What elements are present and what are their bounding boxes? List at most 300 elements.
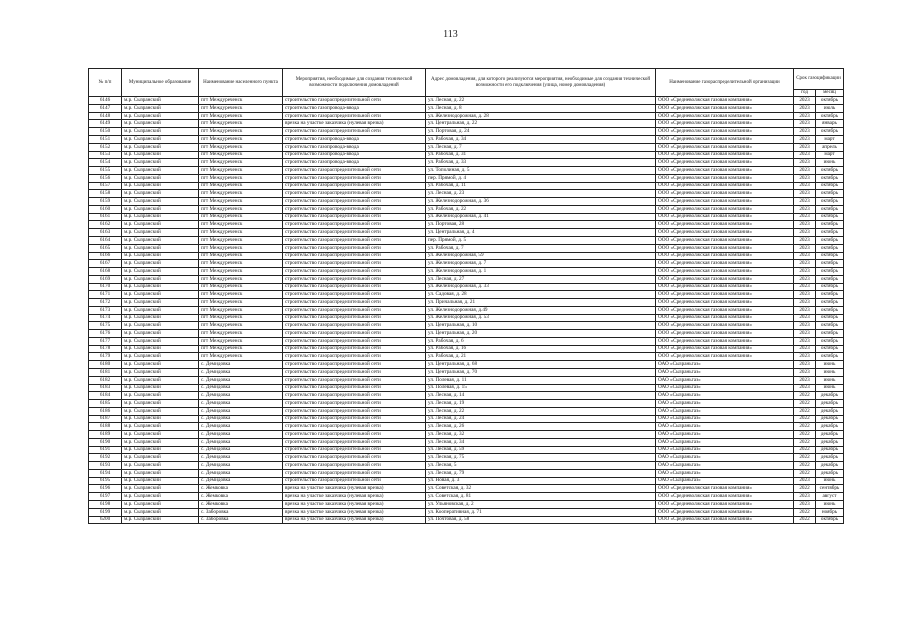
measure-cell: строительство газораспределительной сети [283,112,426,120]
municipality-cell: м.р. Сызранский [122,361,199,369]
organization-cell: ООО «Средневолжская газовая компания» [656,268,794,276]
row-number: 6152 [89,143,122,151]
year-cell: 2022 [794,438,816,446]
year-cell: 2023 [794,376,816,384]
header-measures: Мероприятия, необходимые для создания технической возможности подключения домовладений [283,69,426,97]
month-cell: июнь [816,501,844,509]
municipality-cell: м.р. Сызранский [122,97,199,105]
settlement-cell: с. Демидовка [199,477,283,485]
address-cell: ул. Железнодорожная, д. 33 [426,283,656,291]
address-cell: ул. Рабочая, д. 22 [426,205,656,213]
table-row [89,462,844,470]
month-cell: октябрь [816,275,844,283]
municipality-cell: м.р. Сызранский [122,501,199,509]
month-cell: октябрь [816,229,844,237]
year-cell: 2022 [794,423,816,431]
settlement-cell: пгт Междуреченск [199,221,283,229]
year-cell: 2023 [794,167,816,175]
municipality-cell: м.р. Сызранский [122,104,199,112]
year-cell: 2022 [794,400,816,408]
municipality-cell: м.р. Сызранский [122,469,199,477]
measure-cell: строительство газораспределительной сети [283,229,426,237]
year-cell: 2023 [794,159,816,167]
row-number: 6189 [89,431,122,439]
organization-cell: ОАО «Сызраньгаз» [656,392,794,400]
measure-cell: строительство газораспределительной сети [283,268,426,276]
settlement-cell: пгт Междуреченск [199,97,283,105]
settlement-cell: пгт Междуреченск [199,353,283,361]
row-number: 6148 [89,112,122,120]
settlement-cell: пгт Междуреченск [199,244,283,252]
row-number: 6181 [89,368,122,376]
table-row [89,97,844,105]
organization-cell: ООО «Средневолжская газовая компания» [656,291,794,299]
row-number: 6174 [89,314,122,322]
table-row [89,229,844,237]
organization-cell: ОАО «Сызраньгаз» [656,431,794,439]
month-cell: апрель [816,143,844,151]
settlement-cell: пгт Междуреченск [199,252,283,260]
month-cell: декабрь [816,400,844,408]
table-row [89,423,844,431]
address-cell: ул. Новая, д. 3 [426,477,656,485]
table-row [89,516,844,524]
municipality-cell: м.р. Сызранский [122,120,199,128]
address-cell: ул. Рабочая, д. 31 [426,151,656,159]
settlement-cell: с. Демидовка [199,368,283,376]
organization-cell: ОАО «Сызраньгаз» [656,423,794,431]
settlement-cell: пгт Междуреченск [199,190,283,198]
settlement-cell: пгт Междуреченск [199,236,283,244]
municipality-cell: м.р. Сызранский [122,337,199,345]
address-cell: пер. Прямой, д. 5 [426,236,656,244]
address-cell: ул. Железнодорожная, д. 53 [426,314,656,322]
organization-cell: ООО «Средневолжская газовая компания» [656,229,794,237]
row-number: 6161 [89,213,122,221]
measure-cell: врезка на участке заказчика (нулевая врезка) [283,516,426,524]
organization-cell: ОАО «Сызраньгаз» [656,368,794,376]
row-number: 6194 [89,469,122,477]
measure-cell: строительство газопровода-ввода [283,159,426,167]
organization-cell: ООО «Средневолжская газовая компания» [656,275,794,283]
settlement-cell: пгт Междуреченск [199,337,283,345]
organization-cell: ООО «Средневолжская газовая компания» [656,493,794,501]
address-cell: ул. Кооперативная, д. 71 [426,508,656,516]
row-number: 6200 [89,516,122,524]
month-cell: октябрь [816,236,844,244]
table-row [89,198,844,206]
measure-cell: строительство газораспределительной сети [283,205,426,213]
row-number: 6147 [89,104,122,112]
month-cell: декабрь [816,469,844,477]
organization-cell: ОАО «Сызраньгаз» [656,361,794,369]
address-cell: ул. Лесная, д. 34 [426,438,656,446]
year-cell: 2023 [794,477,816,485]
year-cell: 2023 [794,97,816,105]
measure-cell: строительство газораспределительной сети [283,462,426,470]
year-cell: 2023 [794,306,816,314]
address-cell: ул. Рабочая, д. 16 [426,345,656,353]
table-row [89,136,844,144]
row-number: 6187 [89,415,122,423]
settlement-cell: пгт Междуреченск [199,174,283,182]
settlement-cell: с. Демидовка [199,361,283,369]
organization-cell: ОАО «Сызраньгаз» [656,446,794,454]
month-cell: октябрь [816,283,844,291]
row-number: 6160 [89,205,122,213]
year-cell: 2023 [794,198,816,206]
organization-cell: ОАО «Сызраньгаз» [656,407,794,415]
header-address: Адрес домовладения, для которого реализуются мероприятия, необходимые для создания технической возможности его подключения (улица, номер домовладения) [426,69,656,97]
month-cell: октябрь [816,314,844,322]
address-cell: ул. Лесная, д. 79 [426,469,656,477]
year-cell: 2023 [794,143,816,151]
settlement-cell: с. Заборовка [199,516,283,524]
municipality-cell: м.р. Сызранский [122,345,199,353]
measure-cell: строительство газораспределительной сети [283,431,426,439]
year-cell: 2022 [794,485,816,493]
month-cell: сентябрь [816,485,844,493]
measure-cell: строительство газораспределительной сети [283,446,426,454]
settlement-cell: с. Демидовка [199,407,283,415]
address-cell: ул. Причальная, д. 21 [426,299,656,307]
organization-cell: ООО «Средневолжская газовая компания» [656,190,794,198]
address-cell: ул. Тополиная, д. 5 [426,167,656,175]
organization-cell: ООО «Средневолжская газовая компания» [656,151,794,159]
year-cell: 2023 [794,252,816,260]
year-cell: 2023 [794,120,816,128]
row-number: 6168 [89,268,122,276]
organization-cell: ОАО «Сызраньгаз» [656,454,794,462]
row-number: 6156 [89,174,122,182]
address-cell: ул. Железнодорожная, д. 1 [426,268,656,276]
year-cell: 2023 [794,314,816,322]
municipality-cell: м.р. Сызранский [122,182,199,190]
measure-cell: строительство газораспределительной сети [283,306,426,314]
address-cell: ул. Центральная, д. 20 [426,330,656,338]
address-cell: ул. Лесная, д. 32 [426,431,656,439]
measure-cell: строительство газопровода-ввода [283,104,426,112]
table-row [89,221,844,229]
organization-cell: ОАО «Сызраньгаз» [656,376,794,384]
measure-cell: строительство газораспределительной сети [283,330,426,338]
municipality-cell: м.р. Сызранский [122,400,199,408]
table-row [89,485,844,493]
year-cell: 2023 [794,236,816,244]
organization-cell: ООО «Средневолжская газовая компания» [656,501,794,509]
year-cell: 2022 [794,431,816,439]
settlement-cell: пгт Междуреченск [199,260,283,268]
year-cell: 2023 [794,299,816,307]
year-cell: 2023 [794,345,816,353]
table-row [89,415,844,423]
row-number: 6153 [89,151,122,159]
month-cell: март [816,136,844,144]
address-cell: ул. Советская, д. 81 [426,493,656,501]
year-cell: 2023 [794,213,816,221]
municipality-cell: м.р. Сызранский [122,322,199,330]
municipality-cell: м.р. Сызранский [122,462,199,470]
municipality-cell: м.р. Сызранский [122,431,199,439]
municipality-cell: м.р. Сызранский [122,159,199,167]
organization-cell: ООО «Средневолжская газовая компания» [656,221,794,229]
address-cell: ул. Садовая, д. 28 [426,291,656,299]
measure-cell: строительство газораспределительной сети [283,322,426,330]
row-number: 6162 [89,221,122,229]
measure-cell: строительство газораспределительной сети [283,337,426,345]
year-cell: 2023 [794,353,816,361]
organization-cell: ООО «Средневолжская газовая компания» [656,244,794,252]
address-cell: ул. Почтовая, д. 58 [426,516,656,524]
organization-cell: ООО «Средневолжская газовая компания» [656,128,794,136]
row-number: 6173 [89,306,122,314]
month-cell: октябрь [816,174,844,182]
settlement-cell: с. Демидовка [199,431,283,439]
measure-cell: строительство газораспределительной сети [283,174,426,182]
row-number: 6164 [89,236,122,244]
organization-cell: ОАО «Сызраньгаз» [656,415,794,423]
municipality-cell: м.р. Сызранский [122,283,199,291]
municipality-cell: м.р. Сызранский [122,415,199,423]
month-cell: октябрь [816,337,844,345]
row-number: 6157 [89,182,122,190]
municipality-cell: м.р. Сызранский [122,236,199,244]
municipality-cell: м.р. Сызранский [122,407,199,415]
year-cell: 2023 [794,337,816,345]
municipality-cell: м.р. Сызранский [122,275,199,283]
row-number: 6188 [89,423,122,431]
month-cell: октябрь [816,112,844,120]
measure-cell: строительство газораспределительной сети [283,291,426,299]
table-row [89,299,844,307]
settlement-cell: с. Демидовка [199,446,283,454]
measure-cell: строительство газораспределительной сети [283,469,426,477]
measure-cell: строительство газораспределительной сети [283,384,426,392]
organization-cell: ООО «Средневолжская газовая компания» [656,299,794,307]
organization-cell: ООО «Средневолжская газовая компания» [656,236,794,244]
settlement-cell: пгт Междуреченск [199,275,283,283]
month-cell: октябрь [816,190,844,198]
table-row [89,236,844,244]
month-cell: июнь [816,159,844,167]
address-cell: ул. Полевая, д. 15 [426,384,656,392]
row-number: 6175 [89,322,122,330]
month-cell: июнь [816,368,844,376]
month-cell: июнь [816,477,844,485]
year-cell: 2022 [794,516,816,524]
organization-cell: ООО «Средневолжская газовая компания» [656,314,794,322]
organization-cell: ООО «Средневолжская газовая компания» [656,104,794,112]
address-cell: ул. Лесная, д. 19 [426,400,656,408]
measure-cell: строительство газораспределительной сети [283,415,426,423]
settlement-cell: пгт Междуреченск [199,159,283,167]
row-number: 6169 [89,275,122,283]
measure-cell: строительство газораспределительной сети [283,353,426,361]
row-number: 6177 [89,337,122,345]
table-row [89,446,844,454]
table-row [89,314,844,322]
municipality-cell: м.р. Сызранский [122,260,199,268]
row-number: 6197 [89,493,122,501]
settlement-cell: пгт Междуреченск [199,205,283,213]
measure-cell: строительство газораспределительной сети [283,283,426,291]
row-number: 6151 [89,136,122,144]
table-row [89,400,844,408]
settlement-cell: пгт Междуреченск [199,306,283,314]
month-cell: октябрь [816,97,844,105]
month-cell: декабрь [816,423,844,431]
header-year: год [794,90,816,97]
gasification-table [88,68,844,524]
address-cell: ул. Ульяновская, д. 2 [426,501,656,509]
year-cell: 2023 [794,128,816,136]
row-number: 6159 [89,198,122,206]
municipality-cell: м.р. Сызранский [122,198,199,206]
table-row [89,501,844,509]
settlement-cell: пгт Междуреченск [199,229,283,237]
address-cell: ул. Лесная, д. 22 [426,97,656,105]
organization-cell: ООО «Средневолжская газовая компания» [656,205,794,213]
settlement-cell: с. Демидовка [199,400,283,408]
month-cell: октябрь [816,306,844,314]
measure-cell: строительство газопровода-ввода [283,143,426,151]
row-number: 6185 [89,400,122,408]
measure-cell: врезка на участке заказчика (нулевая врезка) [283,508,426,516]
row-number: 6180 [89,361,122,369]
measure-cell: строительство газораспределительной сети [283,400,426,408]
settlement-cell: пгт Междуреченск [199,120,283,128]
organization-cell: ООО «Средневолжская газовая компания» [656,182,794,190]
table-row [89,275,844,283]
address-cell: ул. Рабочая, д. 7 [426,244,656,252]
measure-cell: строительство газораспределительной сети [283,376,426,384]
organization-cell: ООО «Средневолжская газовая компания» [656,516,794,524]
month-cell: декабрь [816,415,844,423]
table-row [89,361,844,369]
table-row [89,407,844,415]
settlement-cell: с. Демидовка [199,423,283,431]
measure-cell: строительство газораспределительной сети [283,423,426,431]
address-cell: ул. Лесная, д. 27 [426,275,656,283]
table-row [89,174,844,182]
settlement-cell: пгт Междуреченск [199,268,283,276]
organization-cell: ООО «Средневолжская газовая компания» [656,330,794,338]
month-cell: октябрь [816,198,844,206]
year-cell: 2023 [794,330,816,338]
table-row [89,368,844,376]
row-number: 6158 [89,190,122,198]
table-row [89,190,844,198]
settlement-cell: пгт Междуреченск [199,143,283,151]
settlement-cell: пгт Междуреченск [199,314,283,322]
year-cell: 2023 [794,229,816,237]
address-cell: пер. Прямой, д. 4 [426,174,656,182]
month-cell: октябрь [816,322,844,330]
month-cell: октябрь [816,221,844,229]
table-row [89,454,844,462]
settlement-cell: пгт Междуреченск [199,198,283,206]
row-number: 6184 [89,392,122,400]
table-row [89,244,844,252]
address-cell: ул. Центральная, д. 70 [426,368,656,376]
measure-cell: врезка на участке заказчика (нулевая врезка) [283,493,426,501]
measure-cell: строительство газораспределительной сети [283,477,426,485]
settlement-cell: с. Жемковка [199,493,283,501]
settlement-cell: пгт Междуреченск [199,136,283,144]
address-cell: ул. Рабочая, д. 33 [426,159,656,167]
year-cell: 2023 [794,221,816,229]
table-row [89,159,844,167]
address-cell: ул. Лесная, д. 75 [426,454,656,462]
row-number: 6192 [89,454,122,462]
municipality-cell: м.р. Сызранский [122,112,199,120]
organization-cell: ООО «Средневолжская газовая компания» [656,143,794,151]
month-cell: октябрь [816,299,844,307]
year-cell: 2022 [794,392,816,400]
settlement-cell: пгт Междуреченск [199,112,283,120]
month-cell: январь [816,120,844,128]
month-cell: октябрь [816,213,844,221]
organization-cell: ООО «Средневолжская газовая компания» [656,120,794,128]
address-cell: ул. Лесная, д. 24 [426,415,656,423]
row-number: 6146 [89,97,122,105]
municipality-cell: м.р. Сызранский [122,268,199,276]
organization-cell: ООО «Средневолжская газовая компания» [656,322,794,330]
table-body [89,97,844,524]
row-number: 6150 [89,128,122,136]
month-cell: июль [816,104,844,112]
year-cell: 2023 [794,190,816,198]
organization-cell: ООО «Средневолжская газовая компания» [656,485,794,493]
row-number: 6195 [89,477,122,485]
municipality-cell: м.р. Сызранский [122,229,199,237]
row-number: 6155 [89,167,122,175]
organization-cell: ООО «Средневолжская газовая компания» [656,337,794,345]
year-cell: 2022 [794,446,816,454]
address-cell: ул. Лесная, 5 [426,462,656,470]
measure-cell: строительство газораспределительной сети [283,368,426,376]
year-cell: 2022 [794,508,816,516]
organization-cell: ООО «Средневолжская газовая компания» [656,198,794,206]
measure-cell: строительство газораспределительной сети [283,190,426,198]
year-cell: 2023 [794,291,816,299]
measure-cell: строительство газораспределительной сети [283,182,426,190]
municipality-cell: м.р. Сызранский [122,136,199,144]
table-row [89,252,844,260]
municipality-cell: м.р. Сызранский [122,143,199,151]
municipality-cell: м.р. Сызранский [122,508,199,516]
month-cell: декабрь [816,446,844,454]
municipality-cell: м.р. Сызранский [122,392,199,400]
organization-cell: ООО «Средневолжская газовая компания» [656,136,794,144]
year-cell: 2023 [794,283,816,291]
year-cell: 2023 [794,136,816,144]
row-number: 6166 [89,252,122,260]
table-row [89,469,844,477]
measure-cell: строительство газораспределительной сети [283,221,426,229]
measure-cell: строительство газораспределительной сети [283,213,426,221]
page-number: 113 [443,29,458,40]
address-cell: ул. Рабочая, д. 6 [426,337,656,345]
measure-cell: строительство газораспределительной сети [283,345,426,353]
year-cell: 2023 [794,112,816,120]
address-cell: ул. Рабочая, д. 21 [426,353,656,361]
month-cell: декабрь [816,462,844,470]
settlement-cell: с. Демидовка [199,462,283,470]
row-number: 6179 [89,353,122,361]
municipality-cell: м.р. Сызранский [122,438,199,446]
address-cell: ул. Советская, д. 32 [426,485,656,493]
